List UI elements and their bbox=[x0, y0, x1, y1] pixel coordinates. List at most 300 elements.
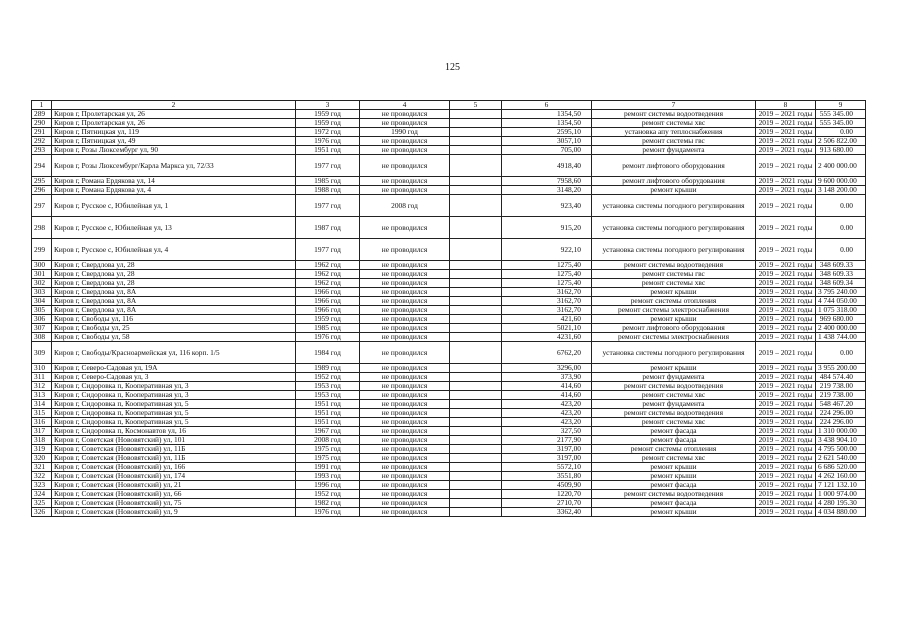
last-repair-cell: не проводился bbox=[360, 297, 450, 306]
table-row bbox=[32, 186, 866, 195]
build-year-cell: 1953 год bbox=[296, 391, 360, 400]
period-cell: 2019 – 2021 годы bbox=[756, 400, 816, 409]
period-cell: 2019 – 2021 годы bbox=[756, 324, 816, 333]
row-number-cell: 302 bbox=[32, 279, 52, 288]
work-type-cell: ремонт системы водоотведения bbox=[592, 490, 756, 499]
table-row bbox=[32, 472, 866, 481]
build-year-cell: 1977 год bbox=[296, 155, 360, 177]
row-number-cell: 296 bbox=[32, 186, 52, 195]
last-repair-cell: не проводился bbox=[360, 342, 450, 364]
empty-cell bbox=[450, 400, 502, 409]
build-year-cell: 1966 год bbox=[296, 288, 360, 297]
row-number-cell: 322 bbox=[32, 472, 52, 481]
work-type-cell: ремонт фасада bbox=[592, 499, 756, 508]
cost-cell: 3 955 200.00 bbox=[816, 364, 866, 373]
row-number-cell: 297 bbox=[32, 195, 52, 217]
last-repair-cell: не проводился bbox=[360, 373, 450, 382]
area-cell: 1220,70 bbox=[502, 490, 592, 499]
build-year-cell: 1962 год bbox=[296, 261, 360, 270]
work-type-cell: ремонт фундамента bbox=[592, 373, 756, 382]
area-cell: 327,50 bbox=[502, 427, 592, 436]
period-cell: 2019 – 2021 годы bbox=[756, 217, 816, 239]
work-type-cell: ремонт системы гвс bbox=[592, 137, 756, 146]
row-number-cell: 311 bbox=[32, 373, 52, 382]
area-cell: 3551,80 bbox=[502, 472, 592, 481]
table-row bbox=[32, 427, 866, 436]
header-cell: 2 bbox=[52, 101, 296, 110]
address-cell: Киров г, Советская (Нововятский) ул, 174 bbox=[52, 472, 296, 481]
cost-cell: 224 296.00 bbox=[816, 409, 866, 418]
table-row bbox=[32, 146, 866, 155]
area-cell: 423,20 bbox=[502, 409, 592, 418]
table-row bbox=[32, 288, 866, 297]
cost-cell: 484 574.40 bbox=[816, 373, 866, 382]
row-number-cell: 305 bbox=[32, 306, 52, 315]
cost-cell: 0.00 bbox=[816, 239, 866, 261]
work-type-cell: ремонт системы водоотведения bbox=[592, 261, 756, 270]
area-cell: 1354,50 bbox=[502, 110, 592, 119]
row-number-cell: 314 bbox=[32, 400, 52, 409]
period-cell: 2019 – 2021 годы bbox=[756, 333, 816, 342]
period-cell: 2019 – 2021 годы bbox=[756, 463, 816, 472]
table-row bbox=[32, 155, 866, 177]
area-cell: 3197,00 bbox=[502, 445, 592, 454]
area-cell: 373,90 bbox=[502, 373, 592, 382]
build-year-cell: 1993 год bbox=[296, 472, 360, 481]
work-type-cell: ремонт лифтового оборудования bbox=[592, 324, 756, 333]
header-cell: 7 bbox=[592, 101, 756, 110]
period-cell: 2019 – 2021 годы bbox=[756, 146, 816, 155]
empty-cell bbox=[450, 391, 502, 400]
empty-cell bbox=[450, 128, 502, 137]
table-row bbox=[32, 508, 866, 517]
address-cell: Киров г, Сидоровка п, Кооперативная ул, 5 bbox=[52, 418, 296, 427]
period-cell: 2019 – 2021 годы bbox=[756, 288, 816, 297]
cost-cell: 4 744 050.00 bbox=[816, 297, 866, 306]
period-cell: 2019 – 2021 годы bbox=[756, 261, 816, 270]
area-cell: 2595,10 bbox=[502, 128, 592, 137]
row-number-cell: 293 bbox=[32, 146, 52, 155]
work-type-cell: установка системы погодного регулирования bbox=[592, 342, 756, 364]
area-cell: 414,60 bbox=[502, 382, 592, 391]
cost-cell: 348 609.33 bbox=[816, 261, 866, 270]
area-cell: 1275,40 bbox=[502, 279, 592, 288]
address-cell: Киров г, Пятницкая ул, 119 bbox=[52, 128, 296, 137]
address-cell: Киров г, Свободы ул, 25 bbox=[52, 324, 296, 333]
row-number-cell: 300 bbox=[32, 261, 52, 270]
row-number-cell: 304 bbox=[32, 297, 52, 306]
table-row bbox=[32, 270, 866, 279]
work-type-cell: ремонт системы отопления bbox=[592, 445, 756, 454]
address-cell: Киров г, Свободы/Красноармейская ул, 116 корп. 1/5 bbox=[52, 342, 296, 364]
work-type-cell: ремонт системы отопления bbox=[592, 297, 756, 306]
address-cell: Киров г, Свердлова ул, 8А bbox=[52, 306, 296, 315]
period-cell: 2019 – 2021 годы bbox=[756, 315, 816, 324]
cost-cell: 2 506 822.00 bbox=[816, 137, 866, 146]
build-year-cell: 1966 год bbox=[296, 306, 360, 315]
header-cell: 8 bbox=[756, 101, 816, 110]
cost-cell: 0.00 bbox=[816, 217, 866, 239]
cost-cell: 219 738.00 bbox=[816, 391, 866, 400]
work-type-cell: ремонт системы водоотведения bbox=[592, 382, 756, 391]
empty-cell bbox=[450, 472, 502, 481]
last-repair-cell: не проводился bbox=[360, 217, 450, 239]
empty-cell bbox=[450, 288, 502, 297]
cost-cell: 4 034 880.00 bbox=[816, 508, 866, 517]
last-repair-cell: не проводился bbox=[360, 472, 450, 481]
address-cell: Киров г, Пятницкая ул, 49 bbox=[52, 137, 296, 146]
row-number-cell: 317 bbox=[32, 427, 52, 436]
table-header-row bbox=[32, 101, 866, 110]
cost-cell: 2 400 000.00 bbox=[816, 155, 866, 177]
work-type-cell: установка системы погодного регулирования bbox=[592, 195, 756, 217]
area-cell: 705,00 bbox=[502, 146, 592, 155]
empty-cell bbox=[450, 382, 502, 391]
area-cell: 3162,70 bbox=[502, 297, 592, 306]
area-cell: 1354,50 bbox=[502, 119, 592, 128]
period-cell: 2019 – 2021 годы bbox=[756, 364, 816, 373]
period-cell: 2019 – 2021 годы bbox=[756, 472, 816, 481]
build-year-cell: 1972 год bbox=[296, 128, 360, 137]
period-cell: 2019 – 2021 годы bbox=[756, 195, 816, 217]
last-repair-cell: не проводился bbox=[360, 177, 450, 186]
row-number-cell: 313 bbox=[32, 391, 52, 400]
build-year-cell: 1962 год bbox=[296, 279, 360, 288]
area-cell: 4918,40 bbox=[502, 155, 592, 177]
build-year-cell: 1991 год bbox=[296, 463, 360, 472]
cost-cell: 2 621 540.00 bbox=[816, 454, 866, 463]
repair-register-table bbox=[31, 100, 866, 517]
work-type-cell: установка системы погодного регулирования bbox=[592, 239, 756, 261]
period-cell: 2019 – 2021 годы bbox=[756, 297, 816, 306]
period-cell: 2019 – 2021 годы bbox=[756, 445, 816, 454]
build-year-cell: 1962 год bbox=[296, 270, 360, 279]
build-year-cell: 1959 год bbox=[296, 110, 360, 119]
period-cell: 2019 – 2021 годы bbox=[756, 490, 816, 499]
row-number-cell: 318 bbox=[32, 436, 52, 445]
row-number-cell: 306 bbox=[32, 315, 52, 324]
empty-cell bbox=[450, 110, 502, 119]
table-row bbox=[32, 454, 866, 463]
period-cell: 2019 – 2021 годы bbox=[756, 409, 816, 418]
row-number-cell: 303 bbox=[32, 288, 52, 297]
address-cell: Киров г, Розы Люксембург ул, 90 bbox=[52, 146, 296, 155]
area-cell: 421,60 bbox=[502, 315, 592, 324]
build-year-cell: 1976 год bbox=[296, 333, 360, 342]
work-type-cell: ремонт системы электроснабжения bbox=[592, 333, 756, 342]
table-row bbox=[32, 315, 866, 324]
address-cell: Киров г, Сидоровка п, Кооперативная ул, 5 bbox=[52, 409, 296, 418]
empty-cell bbox=[450, 261, 502, 270]
table-row bbox=[32, 239, 866, 261]
row-number-cell: 308 bbox=[32, 333, 52, 342]
address-cell: Киров г, Русское с, Юбилейная ул, 1 bbox=[52, 195, 296, 217]
build-year-cell: 2008 год bbox=[296, 436, 360, 445]
work-type-cell: ремонт фундамента bbox=[592, 400, 756, 409]
table-row bbox=[32, 373, 866, 382]
build-year-cell: 1977 год bbox=[296, 195, 360, 217]
table-row bbox=[32, 297, 866, 306]
header-cell: 1 bbox=[32, 101, 52, 110]
address-cell: Киров г, Романа Ердякова ул, 4 bbox=[52, 186, 296, 195]
cost-cell: 0.00 bbox=[816, 342, 866, 364]
address-cell: Киров г, Свердлова ул, 28 bbox=[52, 279, 296, 288]
work-type-cell: ремонт системы гвс bbox=[592, 270, 756, 279]
build-year-cell: 1952 год bbox=[296, 490, 360, 499]
empty-cell bbox=[450, 306, 502, 315]
period-cell: 2019 – 2021 годы bbox=[756, 186, 816, 195]
work-type-cell: ремонт системы хвс bbox=[592, 119, 756, 128]
work-type-cell: установка апу теплоснабжения bbox=[592, 128, 756, 137]
last-repair-cell: не проводился bbox=[360, 315, 450, 324]
build-year-cell: 1951 год bbox=[296, 418, 360, 427]
address-cell: Киров г, Свердлова ул, 28 bbox=[52, 261, 296, 270]
period-cell: 2019 – 2021 годы bbox=[756, 499, 816, 508]
area-cell: 3057,10 bbox=[502, 137, 592, 146]
address-cell: Киров г, Северо-Садовая ул, 19А bbox=[52, 364, 296, 373]
address-cell: Киров г, Советская (Нововятский) ул, 9 bbox=[52, 508, 296, 517]
period-cell: 2019 – 2021 годы bbox=[756, 418, 816, 427]
area-cell: 3362,40 bbox=[502, 508, 592, 517]
cost-cell: 0.00 bbox=[816, 128, 866, 137]
cost-cell: 6 686 520.00 bbox=[816, 463, 866, 472]
last-repair-cell: не проводился bbox=[360, 186, 450, 195]
table-row bbox=[32, 382, 866, 391]
address-cell: Киров г, Розы Люксембург/Карла Маркса ул, 72/33 bbox=[52, 155, 296, 177]
period-cell: 2019 – 2021 годы bbox=[756, 391, 816, 400]
table-row bbox=[32, 261, 866, 270]
period-cell: 2019 – 2021 годы bbox=[756, 481, 816, 490]
build-year-cell: 1988 год bbox=[296, 186, 360, 195]
area-cell: 923,40 bbox=[502, 195, 592, 217]
work-type-cell: ремонт лифтового оборудования bbox=[592, 155, 756, 177]
period-cell: 2019 – 2021 годы bbox=[756, 128, 816, 137]
area-cell: 3197,00 bbox=[502, 454, 592, 463]
empty-cell bbox=[450, 239, 502, 261]
cost-cell: 219 738.00 bbox=[816, 382, 866, 391]
last-repair-cell: не проводился bbox=[360, 119, 450, 128]
area-cell: 1275,40 bbox=[502, 270, 592, 279]
last-repair-cell: не проводился bbox=[360, 418, 450, 427]
address-cell: Киров г, Советская (Нововятский) ул, 11Б bbox=[52, 454, 296, 463]
row-number-cell: 298 bbox=[32, 217, 52, 239]
work-type-cell: ремонт крыши bbox=[592, 288, 756, 297]
table-row bbox=[32, 137, 866, 146]
table-row bbox=[32, 481, 866, 490]
row-number-cell: 289 bbox=[32, 110, 52, 119]
last-repair-cell: 2008 год bbox=[360, 195, 450, 217]
period-cell: 2019 – 2021 годы bbox=[756, 508, 816, 517]
work-type-cell: ремонт крыши bbox=[592, 315, 756, 324]
header-cell: 6 bbox=[502, 101, 592, 110]
period-cell: 2019 – 2021 годы bbox=[756, 279, 816, 288]
build-year-cell: 1953 год bbox=[296, 382, 360, 391]
table-row bbox=[32, 217, 866, 239]
work-type-cell: ремонт системы электроснабжения bbox=[592, 306, 756, 315]
area-cell: 6762,20 bbox=[502, 342, 592, 364]
build-year-cell: 1977 год bbox=[296, 239, 360, 261]
row-number-cell: 295 bbox=[32, 177, 52, 186]
last-repair-cell: не проводился bbox=[360, 409, 450, 418]
row-number-cell: 299 bbox=[32, 239, 52, 261]
last-repair-cell: не проводился bbox=[360, 463, 450, 472]
empty-cell bbox=[450, 499, 502, 508]
row-number-cell: 294 bbox=[32, 155, 52, 177]
table-body bbox=[32, 101, 866, 517]
address-cell: Киров г, Северо-Садовая ул, 3 bbox=[52, 373, 296, 382]
table-row bbox=[32, 490, 866, 499]
row-number-cell: 324 bbox=[32, 490, 52, 499]
table-row bbox=[32, 119, 866, 128]
cost-cell: 3 438 904.10 bbox=[816, 436, 866, 445]
work-type-cell: ремонт системы хвс bbox=[592, 454, 756, 463]
build-year-cell: 1951 год bbox=[296, 146, 360, 155]
cost-cell: 1 310 000.00 bbox=[816, 427, 866, 436]
last-repair-cell: не проводился bbox=[360, 454, 450, 463]
cost-cell: 0.00 bbox=[816, 195, 866, 217]
empty-cell bbox=[450, 409, 502, 418]
address-cell: Киров г, Советская (Нововятский) ул, 101 bbox=[52, 436, 296, 445]
row-number-cell: 310 bbox=[32, 364, 52, 373]
row-number-cell: 321 bbox=[32, 463, 52, 472]
cost-cell: 555 345.00 bbox=[816, 110, 866, 119]
table-row bbox=[32, 391, 866, 400]
cost-cell: 2 400 000.00 bbox=[816, 324, 866, 333]
page-number: 125 bbox=[445, 62, 460, 73]
period-cell: 2019 – 2021 годы bbox=[756, 382, 816, 391]
address-cell: Киров г, Свободы ул, 58 bbox=[52, 333, 296, 342]
work-type-cell: ремонт крыши bbox=[592, 364, 756, 373]
last-repair-cell: не проводился bbox=[360, 481, 450, 490]
row-number-cell: 323 bbox=[32, 481, 52, 490]
last-repair-cell: не проводился bbox=[360, 382, 450, 391]
work-type-cell: ремонт фундамента bbox=[592, 146, 756, 155]
last-repair-cell: не проводился bbox=[360, 427, 450, 436]
row-number-cell: 319 bbox=[32, 445, 52, 454]
address-cell: Киров г, Советская (Нововятский) ул, 66 bbox=[52, 490, 296, 499]
header-cell: 4 bbox=[360, 101, 450, 110]
cost-cell: 3 795 240.00 bbox=[816, 288, 866, 297]
last-repair-cell: не проводился bbox=[360, 508, 450, 517]
table-row bbox=[32, 342, 866, 364]
table-row bbox=[32, 306, 866, 315]
work-type-cell: ремонт системы хвс bbox=[592, 418, 756, 427]
header-cell: 3 bbox=[296, 101, 360, 110]
table-row bbox=[32, 364, 866, 373]
last-repair-cell: не проводился bbox=[360, 137, 450, 146]
last-repair-cell: не проводился bbox=[360, 490, 450, 499]
work-type-cell: ремонт системы хвс bbox=[592, 391, 756, 400]
empty-cell bbox=[450, 445, 502, 454]
table-row bbox=[32, 409, 866, 418]
period-cell: 2019 – 2021 годы bbox=[756, 436, 816, 445]
last-repair-cell: не проводился bbox=[360, 270, 450, 279]
work-type-cell: ремонт фасада bbox=[592, 436, 756, 445]
row-number-cell: 309 bbox=[32, 342, 52, 364]
area-cell: 1275,40 bbox=[502, 261, 592, 270]
last-repair-cell: не проводился bbox=[360, 239, 450, 261]
area-cell: 3296,00 bbox=[502, 364, 592, 373]
empty-cell bbox=[450, 315, 502, 324]
period-cell: 2019 – 2021 годы bbox=[756, 342, 816, 364]
build-year-cell: 1975 год bbox=[296, 445, 360, 454]
build-year-cell: 1959 год bbox=[296, 315, 360, 324]
row-number-cell: 315 bbox=[32, 409, 52, 418]
period-cell: 2019 – 2021 годы bbox=[756, 454, 816, 463]
cost-cell: 3 148 200.00 bbox=[816, 186, 866, 195]
area-cell: 915,20 bbox=[502, 217, 592, 239]
area-cell: 4231,60 bbox=[502, 333, 592, 342]
build-year-cell: 1976 год bbox=[296, 137, 360, 146]
cost-cell: 224 296.00 bbox=[816, 418, 866, 427]
cost-cell: 1 438 744.00 bbox=[816, 333, 866, 342]
empty-cell bbox=[450, 436, 502, 445]
table-row bbox=[32, 110, 866, 119]
row-number-cell: 307 bbox=[32, 324, 52, 333]
address-cell: Киров г, Романа Ердякова ул, 14 bbox=[52, 177, 296, 186]
address-cell: Киров г, Сидоровка п, Космонавтов ул, 16 bbox=[52, 427, 296, 436]
build-year-cell: 1975 год bbox=[296, 454, 360, 463]
table-row bbox=[32, 436, 866, 445]
work-type-cell: ремонт крыши bbox=[592, 186, 756, 195]
address-cell: Киров г, Пролетарская ул, 26 bbox=[52, 110, 296, 119]
address-cell: Киров г, Сидоровка п, Кооперативная ул, 3 bbox=[52, 391, 296, 400]
cost-cell: 348 609.33 bbox=[816, 270, 866, 279]
empty-cell bbox=[450, 279, 502, 288]
area-cell: 2177,90 bbox=[502, 436, 592, 445]
empty-cell bbox=[450, 418, 502, 427]
table-row bbox=[32, 499, 866, 508]
address-cell: Киров г, Сидоровка п, Кооперативная ул, 5 bbox=[52, 400, 296, 409]
empty-cell bbox=[450, 364, 502, 373]
last-repair-cell: не проводился bbox=[360, 146, 450, 155]
row-number-cell: 316 bbox=[32, 418, 52, 427]
work-type-cell: ремонт крыши bbox=[592, 508, 756, 517]
cost-cell: 548 467.20 bbox=[816, 400, 866, 409]
build-year-cell: 1951 год bbox=[296, 400, 360, 409]
cost-cell: 7 121 132.10 bbox=[816, 481, 866, 490]
empty-cell bbox=[450, 186, 502, 195]
last-repair-cell: не проводился bbox=[360, 499, 450, 508]
table-row bbox=[32, 445, 866, 454]
work-type-cell: ремонт системы хвс bbox=[592, 279, 756, 288]
last-repair-cell: 1990 год bbox=[360, 128, 450, 137]
area-cell: 4509,90 bbox=[502, 481, 592, 490]
row-number-cell: 325 bbox=[32, 499, 52, 508]
last-repair-cell: не проводился bbox=[360, 288, 450, 297]
table-row bbox=[32, 279, 866, 288]
header-cell: 9 bbox=[816, 101, 866, 110]
last-repair-cell: не проводился bbox=[360, 306, 450, 315]
empty-cell bbox=[450, 137, 502, 146]
period-cell: 2019 – 2021 годы bbox=[756, 110, 816, 119]
cost-cell: 4 795 500.00 bbox=[816, 445, 866, 454]
area-cell: 423,20 bbox=[502, 400, 592, 409]
empty-cell bbox=[450, 463, 502, 472]
period-cell: 2019 – 2021 годы bbox=[756, 155, 816, 177]
address-cell: Киров г, Пролетарская ул, 26 bbox=[52, 119, 296, 128]
build-year-cell: 1996 год bbox=[296, 481, 360, 490]
empty-cell bbox=[450, 119, 502, 128]
work-type-cell: ремонт крыши bbox=[592, 463, 756, 472]
empty-cell bbox=[450, 454, 502, 463]
build-year-cell: 1985 год bbox=[296, 324, 360, 333]
empty-cell bbox=[450, 333, 502, 342]
empty-cell bbox=[450, 177, 502, 186]
address-cell: Киров г, Свердлова ул, 8А bbox=[52, 297, 296, 306]
empty-cell bbox=[450, 342, 502, 364]
address-cell: Киров г, Советская (Нововятский) ул, 11Б bbox=[52, 445, 296, 454]
